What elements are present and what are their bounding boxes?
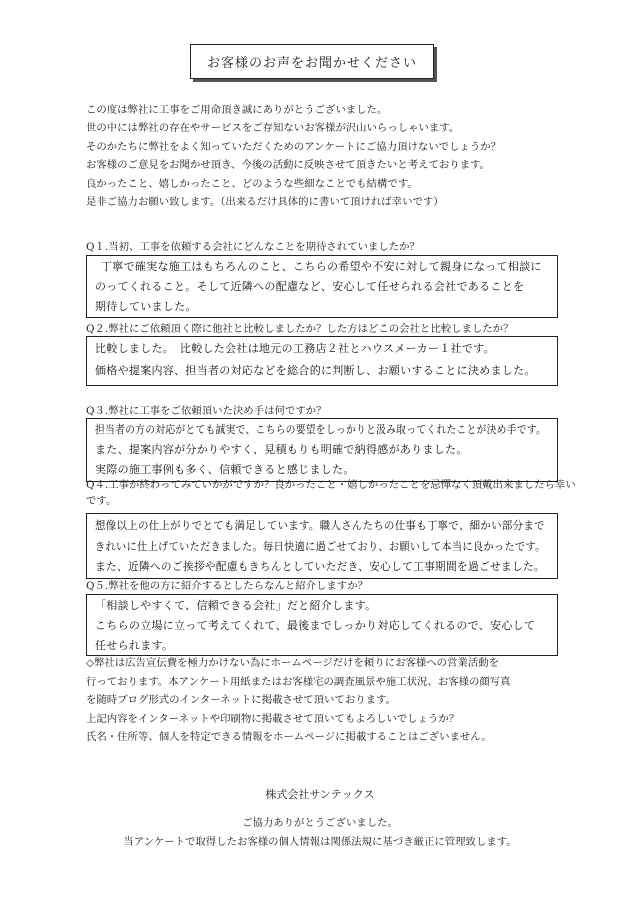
privacy-notice: 当アンケートで取得したお客様の個人情報は関係法規に基づき厳正に管理致します。 bbox=[123, 836, 517, 848]
answer-line: 「相談しやすくて、信頼できる会社」だと紹介します。 bbox=[95, 599, 377, 612]
answer-line: 期待していました。 bbox=[95, 300, 197, 313]
intro-line: 是非ご協力お願い致します。（出来るだけ具体的に書いて頂ければ幸いです） bbox=[86, 196, 444, 209]
notes-line: 氏名・住所等、個人を特定できる情報をホームページに掲載することはございません。 bbox=[86, 731, 492, 743]
answer-line: 担当者の方の対応がとても誠実で、こちらの要望をしっかりと汲み取ってくれたことが決め手です。 bbox=[95, 423, 547, 436]
answer-line: のってくれること。そして近隣への配慮など、安心して任せられる会社であることを bbox=[95, 280, 525, 293]
thanks-text: ご協力ありがとうございました。 bbox=[242, 817, 398, 829]
intro-line: 良かったこと、嬉しかったこと、どのような些細なことでも結構です。 bbox=[86, 177, 418, 190]
answer-line: こちらの立場に立って考えてくれて、最後までしっかり対応してくれるので、安心して bbox=[95, 619, 536, 632]
question-1: Q１.当初、工事を依頼する会社にどんなことを期待されていましたか？ bbox=[86, 241, 420, 253]
intro-line: そのかたちに弊社をよく知っていただくためのアンケートにご協力頂けないでしょうか？ bbox=[86, 140, 501, 153]
answer-line: 価格や提案内容、担当者の対応などを総合的に判断し、お願いすることに決めました。 bbox=[95, 364, 536, 377]
survey-title: お客様のお声をお聞かせください bbox=[190, 44, 434, 79]
intro-line: 世の中には弊社の存在やサービスをご存知ないお客様が沢山いらっしゃいます。 bbox=[86, 122, 460, 135]
answer-line: 想像以上の仕上がりでとても満足しています。職人さんたちの仕事も丁寧で、細かい部分まで bbox=[95, 519, 545, 532]
notes-line: 行っております。本アンケート用紙またはお客様宅の調査風景や施工状況、お客様の顔写真 bbox=[86, 675, 511, 688]
answer-line: また、近隣へのご挨拶や配慮もきちんとしていただき、安心して工事期間を過ごせました。 bbox=[95, 560, 545, 573]
answer-line: 任せられます。 bbox=[95, 639, 174, 652]
notes-line: を随時ブログ形式のインターネットに掲載させて頂いております。 bbox=[86, 694, 396, 706]
answer-box-5 bbox=[86, 594, 558, 656]
answer-line: 丁寧で確実な施工はもちろんのこと、こちらの希望や不安に対して親身になって相談に bbox=[101, 260, 542, 273]
answer-line: 比較しました。 比較した会社は地元の工務店２社とハウスメーカー１社です。 bbox=[95, 342, 495, 355]
answer-box-1 bbox=[86, 255, 558, 318]
question-4: Q４.工事が終わってみていかがですか？良かったこと・嬉しかったことを忌憚なく頂戴出来ましたら幸いです。 bbox=[86, 479, 576, 507]
answer-box-2 bbox=[86, 336, 558, 386]
intro-line: お客様のご意見をお聞かせ頂き、今後の活動に反映させて頂きたいと考えております。 bbox=[86, 159, 490, 172]
company-name: 株式会社サンテックス bbox=[265, 788, 375, 801]
answer-line: きれいに仕上げていただきました。毎日快適に過ごせており、お願いして本当に良かったです。 bbox=[95, 540, 546, 553]
answer-line: 実際の施工事例も多く、信頼できると感じました。 bbox=[95, 463, 355, 476]
intro-text bbox=[86, 101, 586, 211]
notes-line: ◇弊社は広告宣伝費を極力かけない為にホームページだけを頼りにお客様への営業活動を bbox=[86, 657, 500, 669]
question-2: Q２.弊社にご依頼頂く際に他社と比較しましたか？した方はどこの会社と比較しましたか？ bbox=[86, 323, 514, 335]
answer-box-3 bbox=[86, 418, 558, 482]
answer-box-4 bbox=[86, 513, 558, 579]
question-3: Q３.弊社に工事をご依頼頂いた決め手は何ですか？ bbox=[86, 405, 327, 417]
publication-notes bbox=[86, 654, 586, 747]
notes-line: 上記内容をインターネットや印刷物に掲載させて頂いてもよろしいでしょうか？ bbox=[86, 712, 460, 725]
question-5: Q５.弊社を他の方に紹介するとしたらなんと紹介しますか？ bbox=[86, 580, 368, 592]
intro-line: この度は弊社に工事をご用命頂き誠にありがとうございました。 bbox=[86, 104, 388, 116]
answer-line: また、提案内容が分かりやすく、見積もりも明確で納得感がありました。 bbox=[95, 443, 468, 456]
